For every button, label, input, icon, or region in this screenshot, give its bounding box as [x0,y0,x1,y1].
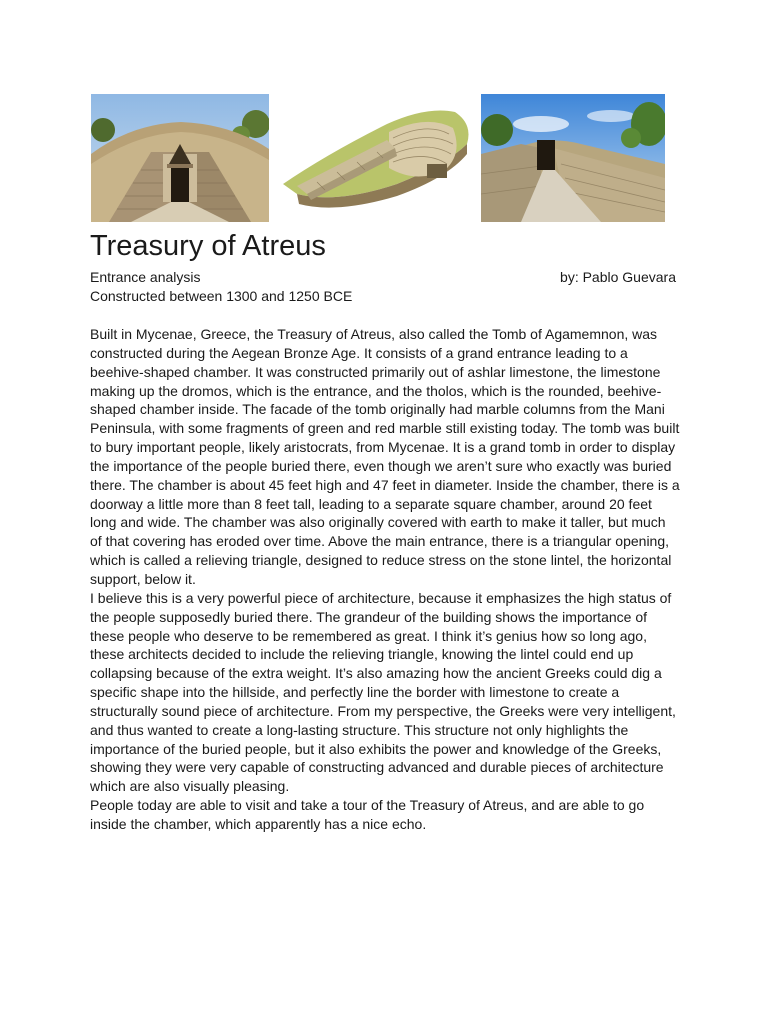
paragraph: People today are able to visit and take a tour of the Treasury of Atreus, and are able to go inside the chamber, which apparently has a nice echo. [90,797,645,832]
subtitle-row [90,268,676,287]
subtitle: Entrance analysis [90,269,201,285]
date-line: Constructed between 1300 and 1250 BCE [90,288,353,304]
document-title: Treasury of Atreus [90,230,326,262]
body-text [90,325,680,834]
dromos-photo [481,94,665,222]
image-strip [91,94,671,224]
entrance-photo [91,94,269,222]
cutaway-diagram [277,94,479,222]
paragraph: Built in Mycenae, Greece, the Treasury of Atreus, also called the Tomb of Agamemnon, was constructed during the Aegean Bronze Age. It consists of a grand entrance leading to a beehive-shaped chamber. It was constructed primarily out of ashlar limestone, the limestone making up the dromos, which is the entrance, and the tholos, which is the rounded, beehive-shaped chamber inside. The facade of the tomb originally had marble columns from the Mani Peninsula, with some fragments of green and red marble still existing today. The tomb was built to bury important people, likely aristocrats, from Mycenae. It is a grand tomb in order to display the importance of the people buried there, even though we aren’t sure who exactly was buried there. The chamber is about 45 feet high and 47 feet in diameter. Inside the chamber, there is a doorway a little more than 8 feet tall, leading to a separate square chamber, around 20 feet long and wide. The chamber was also originally covered with earth to make it taller, but much of that covering has eroded over time. Above the main entrance, there is a triangular opening, which is called a relieving triangle, designed to reduce stress on the stone lintel, the horizontal support, below it. [90,326,680,587]
author: by: Pablo Guevara [560,269,676,285]
paragraph: I believe this is a very powerful piece of architecture, because it emphasizes the high status of the people supposedly buried there. The grandeur of the building shows the importance of these people who deserve to be remembered as great. I think it’s genius how so long ago, these architects decided to include the relieving triangle, knowing the lintel could end up collapsing because of the extra weight. It’s also amazing how the ancient Greeks could dig a specific shape into the hillside, and perfectly line the border with limestone to create a structurally sound piece of architecture. From my perspective, the Greeks were very intelligent, and thus wanted to create a long-lasting structure. This structure not only highlights the importance of the buried people, but it also exhibits the power and knowledge of the Greeks, showing they were very capable of constructing advanced and durable pieces of architecture which are also visually pleasing. [90,589,676,795]
